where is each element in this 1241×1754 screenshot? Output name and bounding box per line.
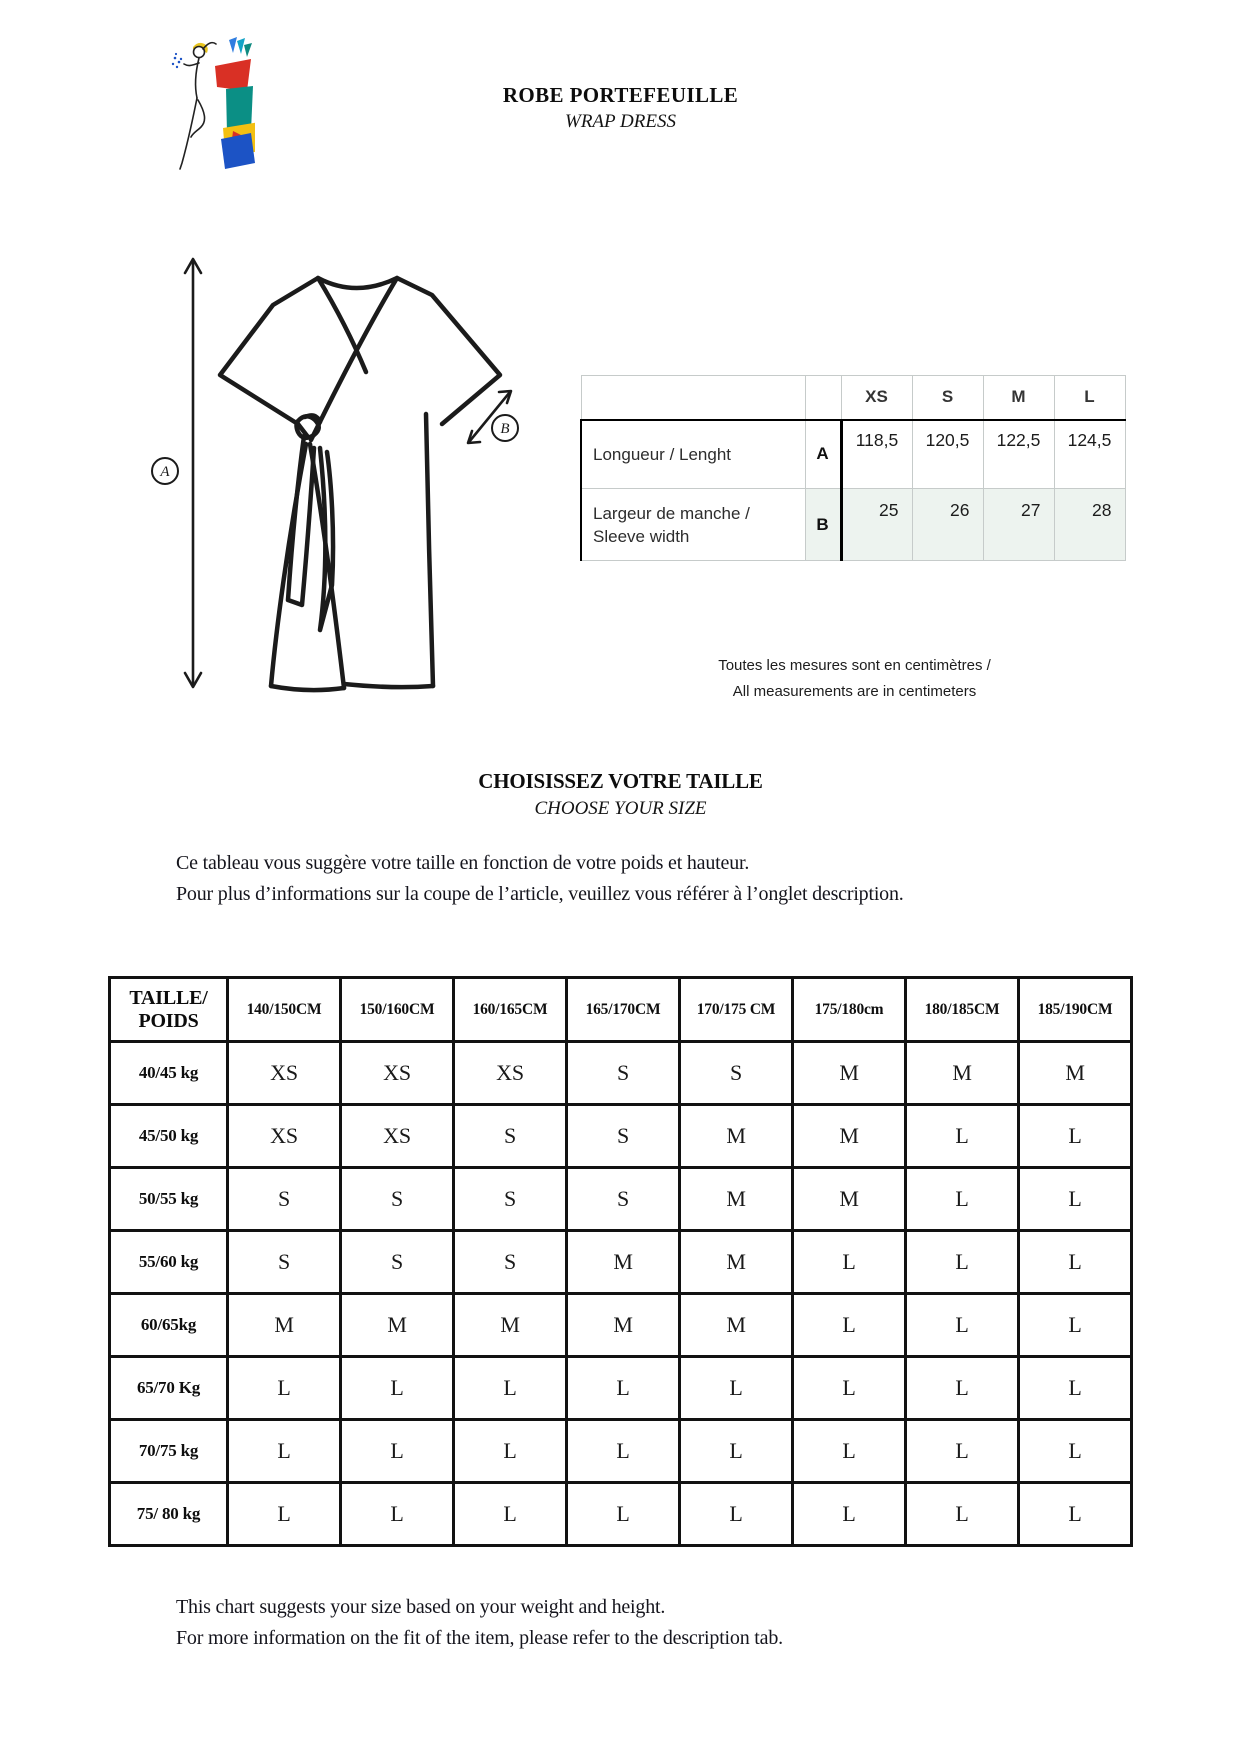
corner-blank-cell (581, 376, 805, 420)
size-value-cell: L (341, 1357, 454, 1420)
size-value-cell: L (793, 1294, 906, 1357)
size-value-cell: M (906, 1042, 1019, 1105)
size-value-cell: L (454, 1420, 567, 1483)
size-value-cell: L (680, 1357, 793, 1420)
choose-size-title-fr: CHOISISSEZ VOTRE TAILLE (478, 769, 763, 793)
size-header-cell: M (983, 376, 1054, 420)
size-value-cell: M (228, 1294, 341, 1357)
size-value-cell: L (906, 1168, 1019, 1231)
measurement-letter-cell: B (805, 489, 841, 561)
size-value-cell: L (680, 1420, 793, 1483)
size-value-cell: L (906, 1357, 1019, 1420)
size-header-cell: XS (841, 376, 912, 420)
product-title-fr: ROBE PORTEFEUILLE (502, 83, 739, 107)
size-value-cell: L (906, 1294, 1019, 1357)
measurement-value-cell: 124,5 (1054, 420, 1125, 489)
size-value-cell: L (341, 1420, 454, 1483)
size-value-cell: M (567, 1294, 680, 1357)
size-header-cell: S (912, 376, 983, 420)
choose-size-heading (0, 769, 1241, 820)
size-value-cell: M (680, 1168, 793, 1231)
size-value-cell: L (567, 1420, 680, 1483)
size-chart-row (110, 1168, 1132, 1231)
height-header-cell: 140/150CM (228, 978, 341, 1042)
size-chart-intro (176, 848, 904, 908)
weight-label-cell: 40/45 kg (110, 1042, 228, 1105)
measurement-value-cell: 28 (1054, 489, 1125, 561)
size-value-cell: L (454, 1357, 567, 1420)
weight-label-cell: 45/50 kg (110, 1105, 228, 1168)
length-arrow-a (152, 259, 201, 687)
size-value-cell: S (454, 1231, 567, 1294)
corner-label-line: TAILLE/ (129, 986, 208, 1009)
size-value-cell: L (567, 1357, 680, 1420)
size-chart-table (108, 976, 1133, 1547)
size-value-cell: L (906, 1483, 1019, 1546)
size-value-cell: S (228, 1231, 341, 1294)
note-line-fr: Toutes les mesures sont en centimètres / (718, 657, 991, 674)
size-value-cell: S (454, 1105, 567, 1168)
size-value-cell: M (1019, 1042, 1132, 1105)
height-header-cell: 160/165CM (454, 978, 567, 1042)
choose-size-title-en: CHOOSE YOUR SIZE (534, 798, 707, 819)
size-value-cell: L (567, 1483, 680, 1546)
size-value-cell: L (454, 1483, 567, 1546)
measurement-label-cell: Largeur de manche / Sleeve width (581, 489, 805, 561)
size-chart-row (110, 1483, 1132, 1546)
measurements-table-body (581, 376, 1125, 561)
size-value-cell: L (906, 1231, 1019, 1294)
size-value-cell: L (793, 1357, 906, 1420)
size-value-cell: S (680, 1042, 793, 1105)
size-value-cell: L (906, 1105, 1019, 1168)
size-chart-row (110, 1420, 1132, 1483)
size-value-cell: L (228, 1483, 341, 1546)
weight-label-cell: 55/60 kg (110, 1231, 228, 1294)
letter-blank-cell (805, 376, 841, 420)
measurement-value-cell: 27 (983, 489, 1054, 561)
measurement-value-cell: 122,5 (983, 420, 1054, 489)
measurement-value-cell: 26 (912, 489, 983, 561)
height-header-cell: 165/170CM (567, 978, 680, 1042)
measurement-row (581, 420, 1125, 489)
size-value-cell: S (341, 1231, 454, 1294)
intro-line-1: Ce tableau vous suggère votre taille en fonction de votre poids et hauteur. (176, 852, 750, 874)
size-value-cell: L (1019, 1231, 1132, 1294)
size-value-cell: L (1019, 1105, 1132, 1168)
table-header-row (581, 376, 1125, 420)
footnote-line-1: This chart suggests your size based on your weight and height. (176, 1596, 666, 1618)
size-value-cell: M (793, 1105, 906, 1168)
size-chart-header-row (110, 978, 1132, 1042)
size-value-cell: M (680, 1105, 793, 1168)
weight-label-cell: 50/55 kg (110, 1168, 228, 1231)
size-value-cell: M (793, 1042, 906, 1105)
size-value-cell: L (228, 1420, 341, 1483)
height-header-cell: 180/185CM (906, 978, 1019, 1042)
corner-label-line: POIDS (138, 1009, 199, 1032)
size-value-cell: L (1019, 1420, 1132, 1483)
size-value-cell: M (341, 1294, 454, 1357)
size-value-cell: XS (341, 1042, 454, 1105)
weight-label-cell: 65/70 Kg (110, 1357, 228, 1420)
size-value-cell: M (793, 1168, 906, 1231)
intro-line-2: Pour plus d’informations sur la coupe de l’article, veuillez vous référer à l’onglet description. (176, 883, 904, 905)
weight-label-cell: 75/ 80 kg (110, 1483, 228, 1546)
size-chart-body (110, 978, 1132, 1546)
size-value-cell: L (793, 1483, 906, 1546)
measurement-row (581, 489, 1125, 561)
measurements-table (580, 375, 1126, 561)
size-value-cell: L (793, 1231, 906, 1294)
measurement-value-cell: 120,5 (912, 420, 983, 489)
measurement-value-cell: 25 (841, 489, 912, 561)
dress-outline (220, 278, 500, 690)
size-value-cell: XS (341, 1105, 454, 1168)
product-title-block (0, 83, 1241, 133)
height-header-cell: 170/175 CM (680, 978, 793, 1042)
size-chart-row (110, 1357, 1132, 1420)
footnote-line-2: For more information on the fit of the item, please refer to the description tab. (176, 1627, 783, 1649)
size-chart-row (110, 1231, 1132, 1294)
note-line-en: All measurements are in centimeters (732, 683, 977, 700)
size-value-cell: L (1019, 1294, 1132, 1357)
measure-label-a: A (160, 464, 170, 480)
weight-height-corner-cell (110, 978, 228, 1042)
size-value-cell: M (567, 1231, 680, 1294)
size-value-cell: S (341, 1168, 454, 1231)
height-header-cell: 185/190CM (1019, 978, 1132, 1042)
size-value-cell: L (341, 1483, 454, 1546)
size-chart-row (110, 1294, 1132, 1357)
measurement-value-cell: 118,5 (841, 420, 912, 489)
product-title-en: WRAP DRESS (565, 111, 676, 132)
measurement-label-cell: Longueur / Lenght (581, 420, 805, 489)
weight-label-cell: 60/65kg (110, 1294, 228, 1357)
size-value-cell: M (680, 1231, 793, 1294)
size-chart-footnote (176, 1592, 783, 1654)
size-value-cell: M (454, 1294, 567, 1357)
size-value-cell: XS (228, 1042, 341, 1105)
height-header-cell: 175/180cm (793, 978, 906, 1042)
size-value-cell: S (567, 1042, 680, 1105)
size-header-cell: L (1054, 376, 1125, 420)
height-header-cell: 150/160CM (341, 978, 454, 1042)
weight-label-cell: 70/75 kg (110, 1420, 228, 1483)
size-chart-row (110, 1042, 1132, 1105)
size-value-cell: L (793, 1420, 906, 1483)
dress-diagram (148, 240, 523, 705)
size-value-cell: XS (228, 1105, 341, 1168)
size-value-cell: M (680, 1294, 793, 1357)
measure-label-b: B (500, 421, 510, 437)
size-value-cell: S (228, 1168, 341, 1231)
size-value-cell: L (1019, 1168, 1132, 1231)
measurement-letter-cell: A (805, 420, 841, 489)
size-chart-row (110, 1105, 1132, 1168)
size-value-cell: L (1019, 1483, 1132, 1546)
size-value-cell: S (454, 1168, 567, 1231)
size-value-cell: S (567, 1168, 680, 1231)
sleeve-arrow-b (468, 391, 518, 443)
size-value-cell: L (1019, 1357, 1132, 1420)
size-value-cell: L (228, 1357, 341, 1420)
size-value-cell: L (906, 1420, 1019, 1483)
size-value-cell: L (680, 1483, 793, 1546)
size-value-cell: S (567, 1105, 680, 1168)
size-value-cell: XS (454, 1042, 567, 1105)
measurements-note (582, 653, 1127, 705)
